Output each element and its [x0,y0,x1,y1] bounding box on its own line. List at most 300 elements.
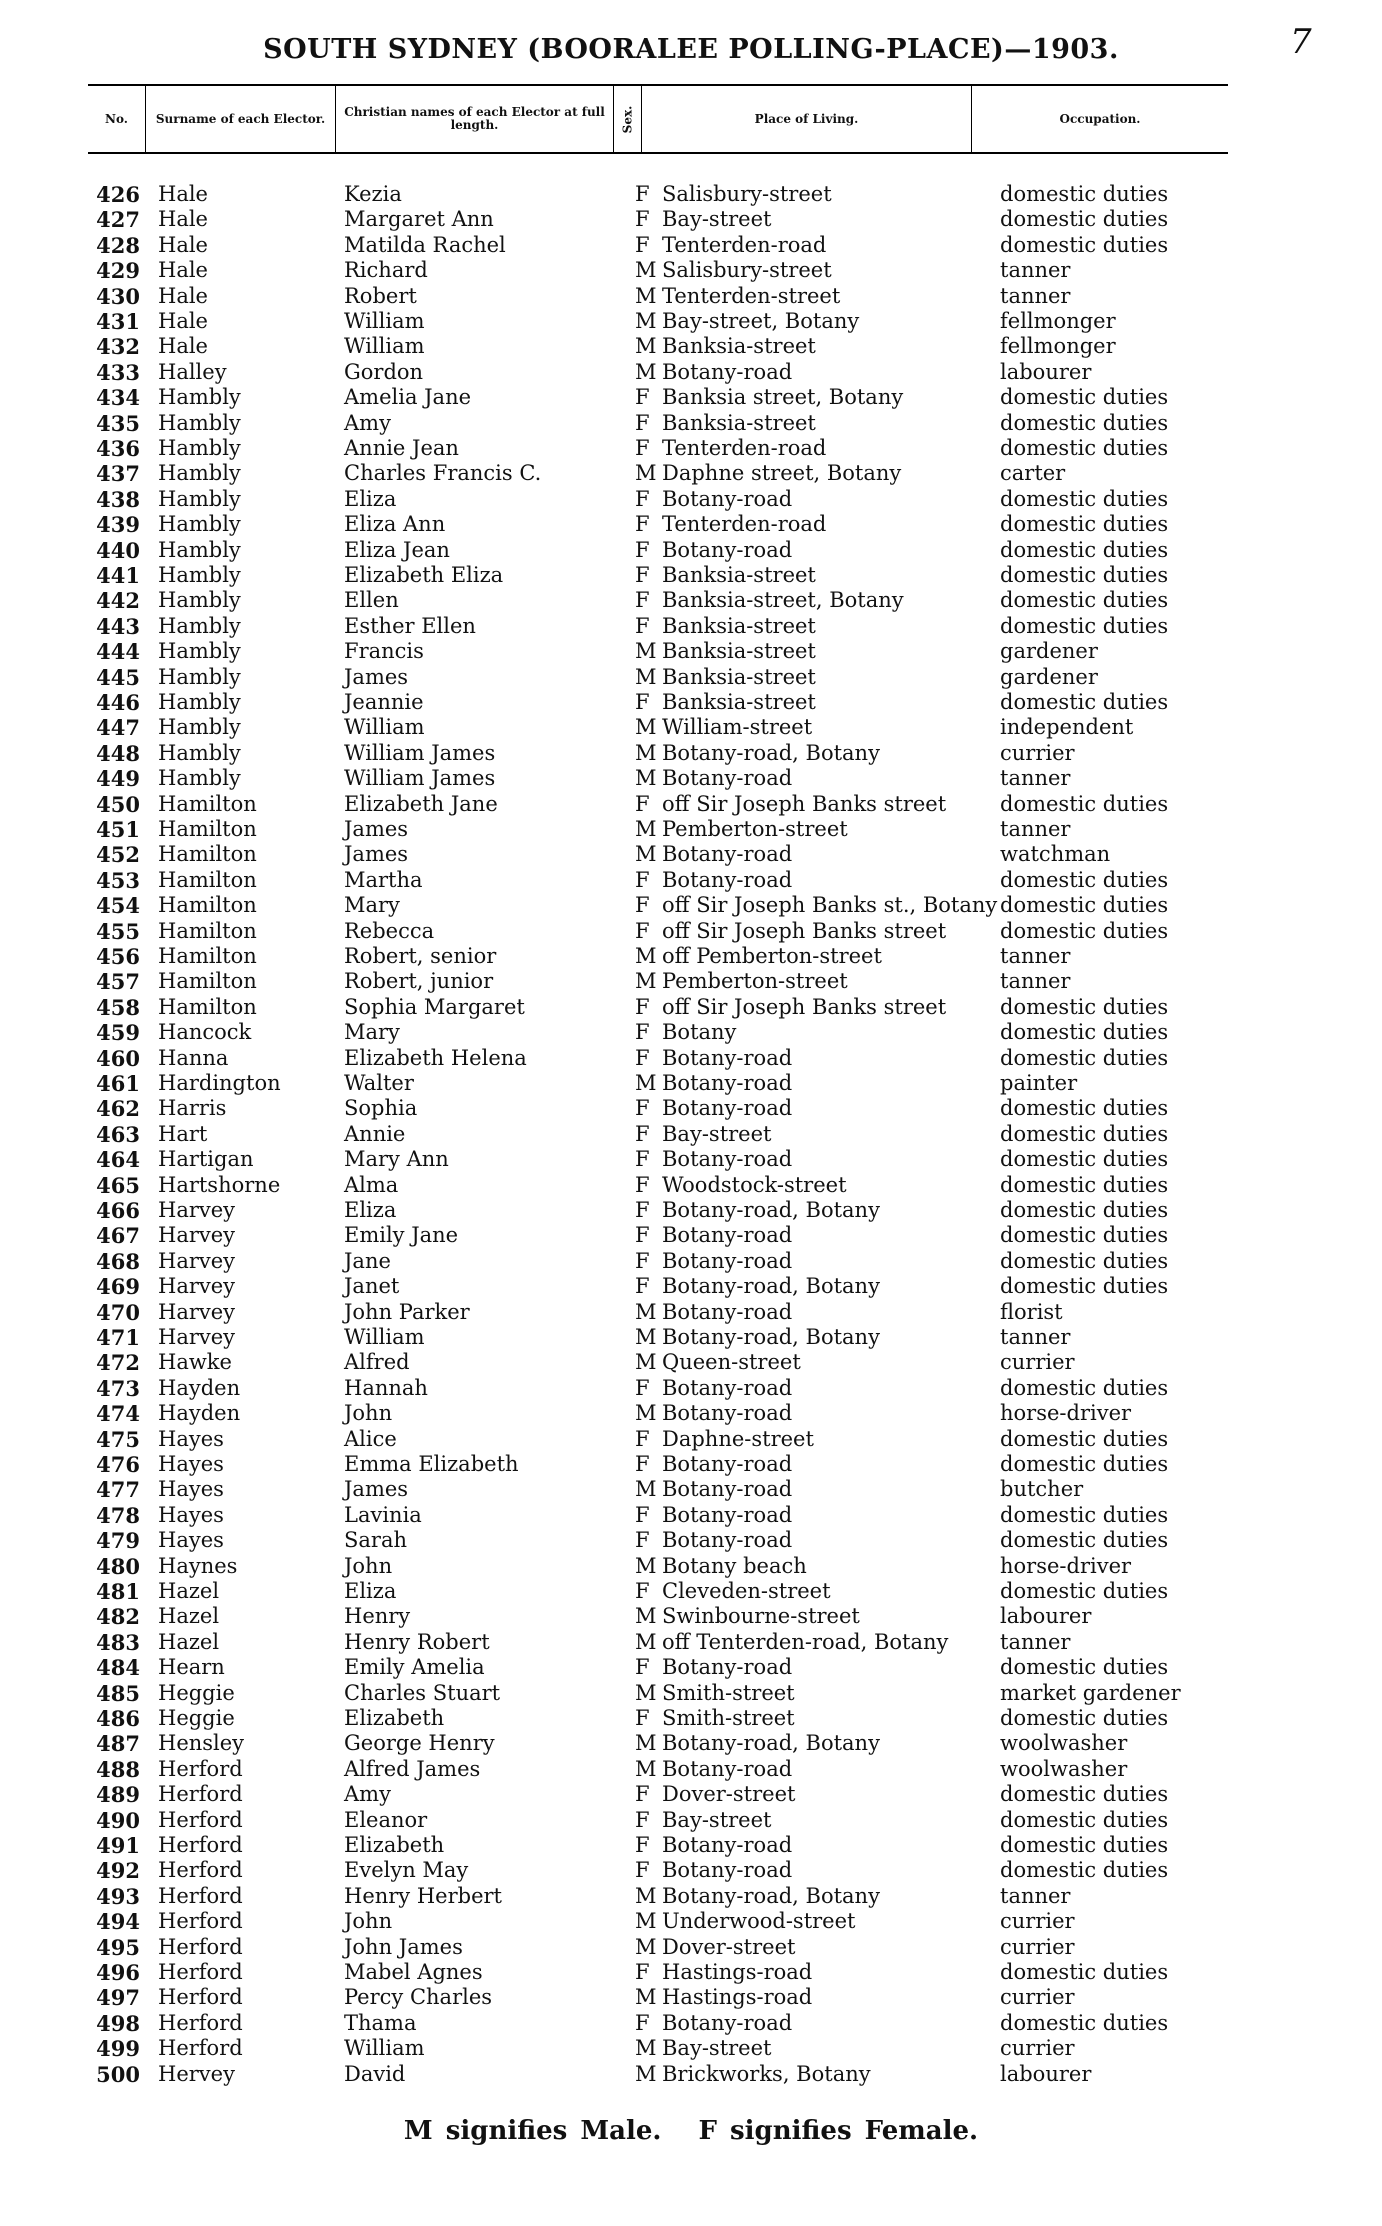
elector-number: 496 [96,1960,140,1985]
elector-surname: Herford [158,2036,243,2061]
table-row [88,690,1288,715]
elector-sex: M [635,639,657,664]
elector-christian-names: James [344,1477,409,1502]
elector-christian-names: Emily Amelia [344,1655,485,1680]
table-row [88,538,1288,563]
elector-occupation: domestic duties [1000,1833,1169,1857]
table-row [88,1655,1288,1680]
elector-sex: F [635,512,650,537]
elector-number: 449 [96,766,140,792]
table-row [88,309,1288,334]
elector-place: Botany-road [662,1528,793,1553]
elector-christian-names: Robert, senior [344,944,497,968]
elector-christian-names: Charles Francis C. [344,461,542,486]
elector-number: 440 [96,537,140,563]
elector-occupation: domestic duties [1000,1198,1169,1222]
elector-place: Woodstock-street [662,1172,847,1197]
elector-occupation: tanner [1000,1629,1071,1654]
elector-number: 431 [96,309,140,334]
column-header-surname: Surname of each Elector. [146,86,336,152]
elector-number: 487 [96,1731,140,1757]
elector-number: 455 [96,918,140,944]
elector-surname: Herford [158,2010,243,2035]
elector-occupation: domestic duties [1000,1782,1169,1807]
table-row [88,1325,1288,1350]
elector-surname: Herford [158,1807,243,1832]
table-row [88,258,1288,283]
elector-place: Bay-street, Botany [662,309,860,333]
elector-place: Banksia-street [662,334,816,359]
elector-number: 450 [96,791,140,817]
elector-occupation: domestic duties [1000,563,1169,587]
elector-place: Botany-road [662,1299,793,1324]
elector-surname: Hensley [158,1731,245,1756]
elector-sex: F [635,486,650,511]
elector-number: 494 [96,1909,140,1935]
elector-place: Botany-road, Botany [662,740,880,765]
elector-occupation: currier [1000,1350,1075,1375]
elector-occupation: tanner [1000,1883,1071,1908]
elector-sex: F [635,1172,650,1197]
elector-sex: F [635,1782,650,1807]
elector-number: 434 [96,385,140,411]
elector-number: 463 [96,1121,140,1147]
elector-number: 483 [96,1629,140,1655]
elector-occupation: domestic duties [1000,486,1169,511]
elector-number: 480 [96,1553,140,1579]
elector-surname: Hazel [158,1579,220,1603]
elector-occupation: tanner [1000,766,1071,791]
elector-surname: Hamilton [158,918,257,943]
elector-sex: F [635,1147,650,1172]
elector-occupation: domestic duties [1000,994,1169,1019]
elector-number: 432 [96,334,140,360]
elector-occupation: fellmonger [1000,334,1116,359]
table-row [88,1630,1288,1655]
elector-occupation: domestic duties [1000,537,1169,562]
elector-number: 444 [96,639,140,665]
elector-sex: M [635,359,657,384]
table-row [88,1020,1288,1045]
elector-christian-names: John James [344,1934,463,1959]
table-row [88,385,1288,410]
elector-occupation: domestic duties [1000,613,1169,638]
elector-number: 484 [96,1655,140,1681]
elector-number: 448 [96,740,140,766]
elector-surname: Hayden [158,1375,241,1400]
elector-christian-names: Jane [344,1248,391,1273]
table-row [88,588,1288,613]
elector-sex: F [635,1452,650,1476]
elector-number: 443 [96,613,140,639]
elector-place: Smith-street [662,1706,795,1730]
elector-number: 430 [96,283,140,309]
elector-surname: Herford [158,1960,243,1984]
elector-number: 469 [96,1274,140,1300]
elector-occupation: domestic duties [1000,1807,1169,1832]
table-row [88,1858,1288,1883]
elector-surname: Hamilton [158,944,257,968]
elector-sex: M [635,283,657,308]
elector-christian-names: Amy [344,410,391,435]
elector-place: Botany-road [662,1502,793,1527]
elector-place: Pemberton-street [662,969,848,994]
elector-surname: Hazel [158,1604,220,1629]
elector-surname: Hazel [158,1629,220,1654]
elector-surname: Heggie [158,1680,235,1705]
elector-christian-names: Charles Stuart [344,1680,501,1705]
table-row [88,1528,1288,1553]
column-header-sex-label: Sex. [620,105,635,133]
elector-christian-names: Walter [344,1071,414,1095]
table-row [88,1833,1288,1858]
elector-surname: Hambly [158,512,241,537]
elector-sex: F [635,867,650,892]
elector-number: 471 [96,1325,140,1350]
elector-place: Botany [662,1020,737,1045]
table-row [88,1198,1288,1223]
elector-occupation: domestic duties [1000,1960,1169,1984]
elector-christian-names: Emily Jane [344,1223,459,1248]
elector-place: Dover-street [662,1934,796,1959]
elector-number: 457 [96,969,140,995]
elector-surname: Hale [158,207,208,232]
elector-christian-names: Janet [344,1274,400,1299]
elector-christian-names: Rebecca [344,918,435,943]
table-row [88,766,1288,791]
elector-occupation: domestic duties [1000,385,1169,410]
elector-surname: Hambly [158,766,241,791]
elector-surname: Hale [158,182,208,206]
elector-place: Tenterden-street [662,283,841,308]
elector-place: Botany-road [662,1655,793,1680]
elector-sex: F [635,1528,650,1553]
elector-surname: Hambly [158,639,241,664]
column-header-occupation: Occupation. [1059,111,1141,126]
elector-place: Smith-street [662,1680,795,1705]
elector-christian-names: William James [344,740,496,765]
elector-place: Botany-road [662,1096,793,1121]
elector-surname: Hamilton [158,994,257,1019]
elector-surname: Hearn [158,1655,225,1680]
elector-occupation: independent [1000,715,1134,740]
table-row [88,817,1288,842]
table-row [88,284,1288,309]
table-row [88,411,1288,436]
elector-christian-names: Amelia Jane [344,385,472,410]
elector-number: 485 [96,1680,140,1706]
elector-christian-names: Eliza Jean [344,537,450,562]
elector-sex: F [635,537,650,562]
elector-christian-names: Mary [344,1020,400,1045]
elector-place: Botany-road, Botany [662,1325,880,1349]
elector-number: 498 [96,2010,140,2036]
elector-place: Botany-road [662,1248,793,1273]
elector-christian-names: Eliza [344,1198,397,1222]
column-header-sex [614,86,642,152]
elector-occupation: domestic duties [1000,690,1169,714]
elector-christian-names: Evelyn May [344,1858,469,1883]
elector-number: 499 [96,2036,140,2062]
elector-number: 460 [96,1045,140,1071]
elector-number: 446 [96,690,140,715]
table-row [88,1909,1288,1934]
elector-surname: Hayes [158,1452,224,1476]
table-row [88,2036,1288,2061]
elector-number: 453 [96,867,140,893]
elector-christian-names: Robert [344,283,417,308]
elector-christian-names: Margaret Ann [344,207,494,232]
elector-place: Banksia-street [662,664,816,689]
elector-place: Bay-street [662,207,772,232]
elector-occupation: domestic duties [1000,1223,1169,1248]
elector-place: Botany-road [662,2010,793,2035]
elector-occupation: domestic duties [1000,1147,1169,1172]
elector-christian-names: Eliza [344,1579,397,1603]
elector-surname: Herford [158,1756,243,1781]
elector-number: 500 [96,2061,140,2087]
page-title: SOUTH SYDNEY (BOORALEE POLLING-PLACE)—1903. [263,34,1119,65]
table-row [88,639,1288,664]
elector-christian-names: Henry Robert [344,1629,490,1654]
elector-christian-names: Sarah [344,1528,407,1553]
elector-sex: M [635,1985,657,2010]
elector-surname: Hambly [158,461,241,486]
elector-christian-names: Robert, junior [344,969,494,994]
elector-surname: Hambly [158,410,241,435]
elector-christian-names: Eleanor [344,1807,428,1832]
elector-occupation: domestic duties [1000,182,1169,206]
elector-christian-names: Gordon [344,359,424,384]
elector-sex: M [635,2061,657,2086]
elector-occupation: domestic duties [1000,1528,1169,1553]
elector-place: Botany-road [662,1452,793,1476]
table-row [88,1122,1288,1147]
elector-occupation: watchman [1000,842,1111,867]
elector-christian-names: Sophia [344,1096,418,1121]
elector-sex: F [635,385,650,410]
elector-sex: F [635,1858,650,1883]
elector-sex: M [635,1350,657,1375]
elector-occupation: currier [1000,740,1075,765]
elector-sex: M [635,715,657,740]
elector-place: Pemberton-street [662,817,848,841]
elector-number: 489 [96,1782,140,1808]
elector-number: 492 [96,1858,140,1884]
elector-place: Banksia-street [662,690,816,714]
elector-surname: Hamilton [158,791,257,816]
elector-number: 462 [96,1096,140,1122]
elector-sex: F [635,207,650,232]
elector-place: Botany-road [662,1858,793,1883]
table-row [88,1071,1288,1096]
elector-surname: Hale [158,334,208,359]
elector-number: 476 [96,1452,140,1477]
elector-christian-names: Matilda Rachel [344,232,506,257]
elector-sex: F [635,1223,650,1248]
elector-sex: F [635,2010,650,2035]
elector-surname: Hamilton [158,842,257,867]
elector-christian-names: Thama [344,2010,417,2035]
table-row [88,1350,1288,1375]
elector-christian-names: James [344,842,409,867]
elector-sex: F [635,1096,650,1121]
elector-surname: Heggie [158,1706,235,1730]
elector-place: Banksia-street, Botany [662,588,904,613]
elector-occupation: domestic duties [1000,410,1169,435]
elector-sex: M [635,1553,657,1578]
elector-christian-names: James [344,817,409,841]
elector-occupation: domestic duties [1000,1655,1169,1680]
table-row [88,1706,1288,1731]
elector-surname: Hancock [158,1020,252,1045]
elector-christian-names: William James [344,766,496,791]
elector-sex: F [635,1833,650,1857]
elector-sex: M [635,1756,657,1781]
elector-number: 486 [96,1706,140,1731]
elector-occupation: tanner [1000,969,1071,994]
elector-occupation: tanner [1000,944,1071,968]
elector-place: Bay-street [662,1807,772,1832]
elector-christian-names: Percy Charles [344,1985,493,2010]
elector-christian-names: Martha [344,867,423,892]
elector-surname: Harvey [158,1274,236,1299]
elector-surname: Herford [158,1909,243,1934]
elector-number: 488 [96,1756,140,1782]
elector-sex: F [635,1960,650,1984]
table-row [88,1554,1288,1579]
table-row [88,436,1288,461]
elector-place: Swinbourne-street [662,1604,860,1629]
elector-surname: Hartshorne [158,1172,281,1197]
table-row [88,1757,1288,1782]
elector-christian-names: William [344,1325,425,1349]
elector-christian-names: John [344,1401,393,1426]
column-header-no: No. [88,86,146,152]
elector-sex: F [635,791,650,816]
table-row [88,1985,1288,2010]
elector-surname: Hambly [158,715,241,740]
elector-occupation: painter [1000,1071,1078,1095]
elector-number: 454 [96,893,140,919]
elector-surname: Halley [158,359,227,384]
elector-surname: Herford [158,1833,243,1857]
elector-number: 435 [96,410,140,436]
elector-place: Botany-road, Botany [662,1731,880,1756]
elector-surname: Hambly [158,436,241,460]
elector-place: Botany-road [662,867,793,892]
table-row [88,1960,1288,1985]
elector-occupation: currier [1000,1985,1075,2010]
elector-surname: Hamilton [158,893,257,918]
elector-place: Botany-road [662,842,793,867]
elector-place: Banksia-street [662,563,816,587]
elector-number: 495 [96,1934,140,1960]
elector-number: 472 [96,1350,140,1376]
elector-sex: M [635,334,657,359]
table-row [88,1452,1288,1477]
elector-occupation: domestic duties [1000,918,1169,943]
elector-sex: F [635,690,650,714]
table-row [88,487,1288,512]
elector-place: off Pemberton-street [662,944,882,968]
elector-number: 474 [96,1401,140,1427]
elector-place: Banksia street, Botany [662,385,904,410]
elector-sex: F [635,588,650,613]
elector-sex: M [635,1325,657,1349]
elector-sex: M [635,944,657,968]
elector-christian-names: Eliza Ann [344,512,446,537]
elector-number: 436 [96,436,140,461]
elector-christian-names: Annie Jean [344,436,459,460]
elector-place: Botany-road [662,1756,793,1781]
elector-occupation: tanner [1000,1325,1071,1349]
elector-place: Dover-street [662,1782,796,1807]
elector-number: 467 [96,1223,140,1249]
elector-number: 451 [96,817,140,842]
elector-occupation: woolwasher [1000,1756,1128,1781]
table-row [88,995,1288,1020]
elector-surname: Hart [158,1121,208,1146]
table-row [88,334,1288,359]
elector-christian-names: Alma [344,1172,399,1197]
elector-number: 442 [96,588,140,614]
elector-christian-names: John [344,1553,393,1578]
elector-surname: Herford [158,1883,243,1908]
elector-sex: F [635,1579,650,1603]
legend-male: M signifies Male. [403,2116,662,2146]
elector-sex: M [635,1299,657,1324]
table-row [88,1579,1288,1604]
elector-christian-names: John [344,1909,393,1934]
elector-surname: Hayes [158,1528,224,1553]
elector-sex: M [635,461,657,486]
elector-number: 470 [96,1299,140,1325]
column-header-christian-names: Christian names of each Elector at full length. [336,86,614,152]
elector-christian-names: Mary Ann [344,1147,449,1172]
table-row [88,614,1288,639]
elector-number: 461 [96,1071,140,1096]
table-row [88,1503,1288,1528]
elector-occupation: domestic duties [1000,791,1169,816]
elector-occupation: domestic duties [1000,588,1169,613]
elector-surname: Herford [158,1782,243,1807]
elector-sex: M [635,842,657,867]
elector-place: off Sir Joseph Banks st., Botany [662,893,998,918]
elector-number: 490 [96,1807,140,1833]
table-row [88,1477,1288,1502]
elector-place: Brickworks, Botany [662,2061,871,2086]
elector-occupation: domestic duties [1000,1096,1169,1121]
table-row [88,461,1288,486]
elector-surname: Herford [158,1934,243,1959]
elector-number: 447 [96,715,140,741]
elector-surname: Hambly [158,613,241,638]
elector-sex: F [635,1045,650,1070]
elector-place: off Sir Joseph Banks street [662,994,947,1019]
elector-number: 464 [96,1147,140,1173]
elector-number: 456 [96,944,140,969]
elector-sex: F [635,1502,650,1527]
elector-christian-names: Mary [344,893,400,918]
elector-christian-names: Ellen [344,588,399,613]
table-row [88,360,1288,385]
elector-surname: Hambly [158,690,241,714]
elector-occupation: domestic duties [1000,1121,1169,1146]
elector-number: 478 [96,1502,140,1528]
table-row [88,1096,1288,1121]
table-row [88,1147,1288,1172]
